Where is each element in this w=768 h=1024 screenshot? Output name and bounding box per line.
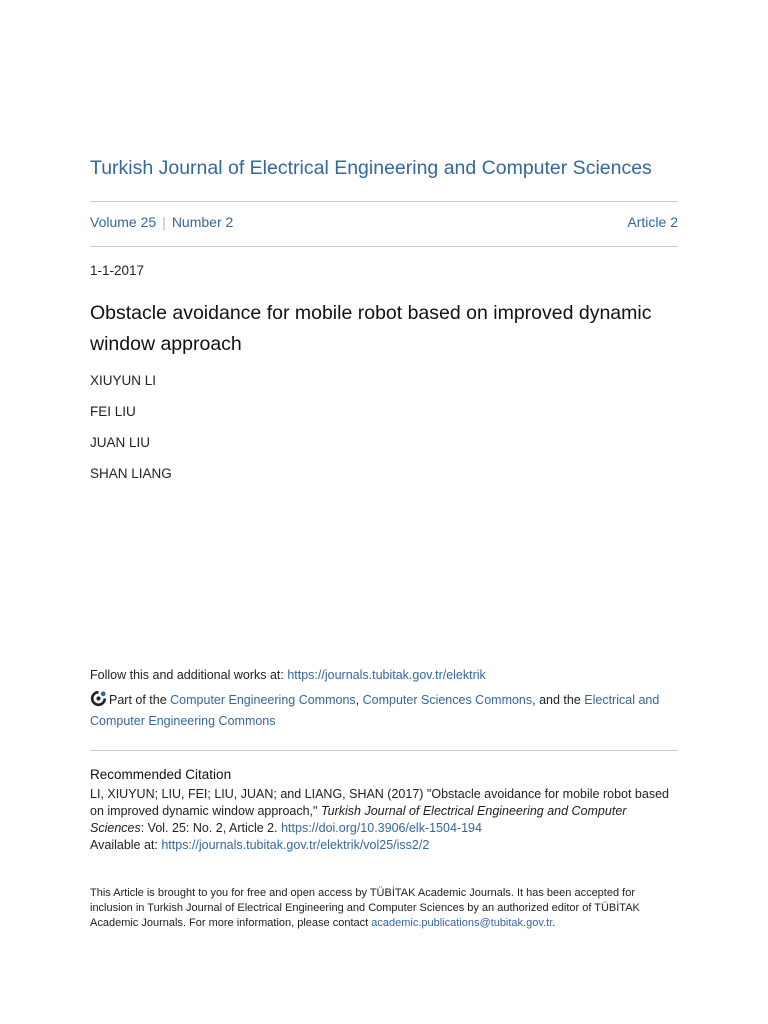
author-list (90, 373, 172, 497)
author-name: XIUYUN LI (90, 373, 157, 388)
volume-link[interactable]: Volume 25 (90, 214, 157, 230)
doi-link[interactable]: https://doi.org/10.3906/elk-1504-194 (281, 821, 482, 835)
article-link[interactable]: Article 2 (627, 214, 678, 230)
available-link[interactable]: https://journals.tubitak.gov.tr/elektrik/vol25/iss2/2 (161, 838, 430, 852)
computer-sciences-commons-link[interactable]: Computer Sciences Commons (362, 693, 533, 707)
citation-volume: : Vol. 25: No. 2, Article 2. (140, 821, 282, 835)
divider-citation (90, 750, 678, 751)
access-note-end: . (552, 917, 556, 929)
electrical-computer-engineering-commons-link[interactable]: Electrical and Computer Engineering Commons (90, 693, 660, 728)
follow-prefix: Follow this and additional works at: (90, 668, 288, 682)
available-prefix: Available at: (90, 838, 162, 852)
access-note (90, 886, 678, 931)
publication-date: 1-1-2017 (90, 263, 145, 278)
access-note-text: This Article is brought to you for free and open access by TÜBİTAK Academic Journals. It has been accepted for inclusion in Turkish Journal of Electrical Engineering and Computer Sciences by an authorized editor of TÜBİTAK Academic Journals. For more information, please contact (90, 887, 640, 929)
author-name: SHAN LIANG (90, 466, 172, 481)
number-link[interactable]: Number 2 (171, 214, 234, 230)
repository-link[interactable]: https://journals.tubitak.gov.tr/elektrik (287, 668, 486, 682)
recommended-citation-heading: Recommended Citation (90, 767, 232, 782)
commons-line (90, 690, 678, 731)
divider-issue (90, 246, 678, 247)
divider-top (90, 201, 678, 202)
citation-text (90, 786, 678, 854)
computer-engineering-commons-link[interactable]: Computer Engineering Commons (170, 693, 356, 707)
commons-prefix: Part of the (109, 693, 171, 707)
commons-separator: , (355, 693, 363, 707)
citation-authors: LI, XIUYUN; LIU, FEI; LIU, JUAN; and LIANG, SHAN (2017) "Obstacle avoidance for mobile robot based on improved dynamic window approach," (90, 787, 669, 818)
author-name: JUAN LIU (90, 435, 151, 450)
commons-separator: , and the (532, 693, 585, 707)
issue-separator: | (162, 214, 166, 230)
contact-email-link[interactable]: academic.publications@tubitak.gov.tr (371, 917, 553, 929)
issue-bar (90, 214, 678, 230)
author-name: FEI LIU (90, 404, 136, 419)
article-title: Obstacle avoidance for mobile robot based on improved dynamic window approach (90, 302, 652, 355)
journal-title-link[interactable]: Turkish Journal of Electrical Engineering and Computer Sciences (90, 157, 652, 179)
follow-line (90, 668, 486, 682)
citation-journal: Turkish Journal of Electrical Engineering and Computer Sciences (90, 804, 627, 835)
network-icon (90, 690, 107, 707)
